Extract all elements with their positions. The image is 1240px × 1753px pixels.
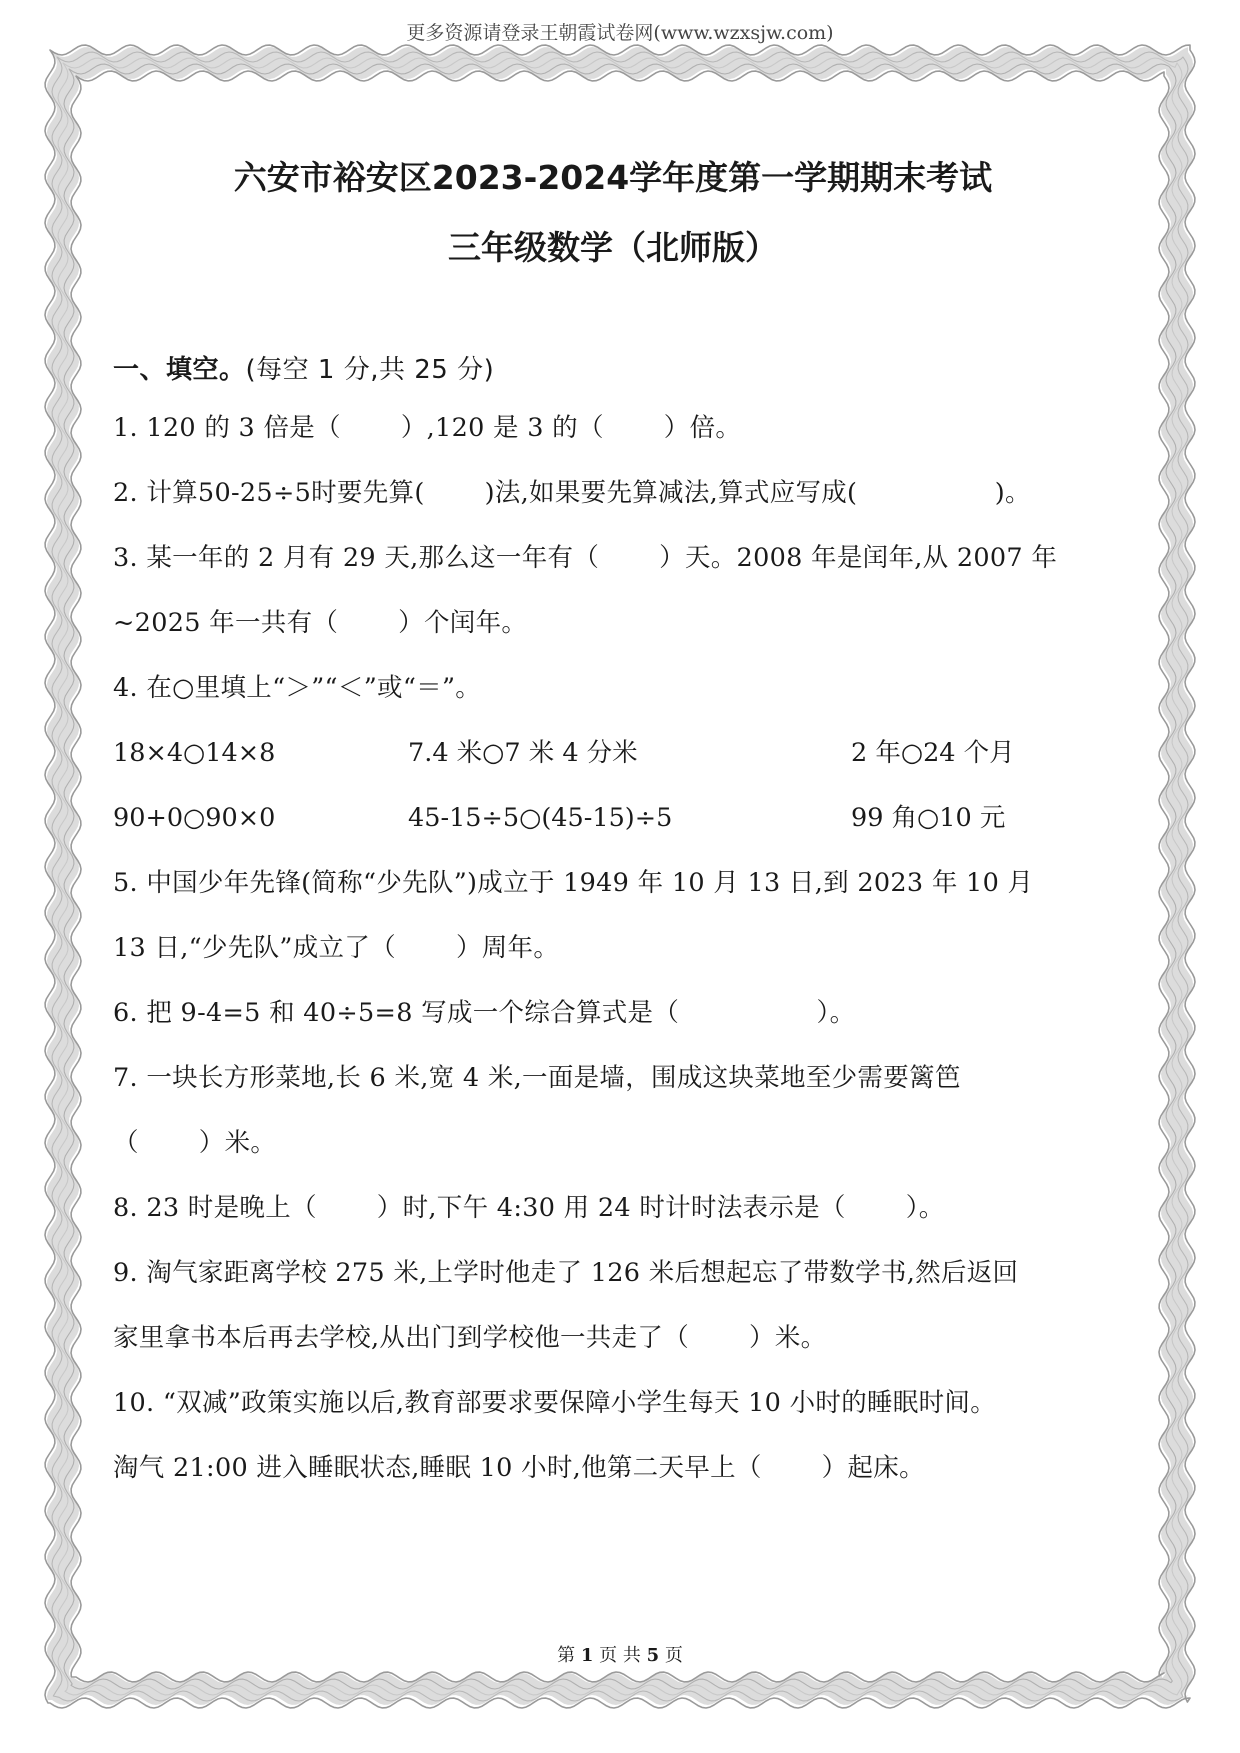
comparison-item: 99 角○10 元 [851, 803, 1006, 834]
section-score-note: (每空 1 分,共 25 分) [245, 355, 495, 386]
section-heading-fill-blank [113, 349, 1133, 386]
footer-page-number: 1 [580, 1645, 594, 1666]
footer-total-pages: 5 [646, 1645, 660, 1666]
question-line: 8. 23 时是晚上（ ）时,下午 4:30 用 24 时计时法表示是（ ）。 [113, 1193, 945, 1224]
question-line: 2. 计算50-25÷5时要先算( )法,如果要先算减法,算式应写成( )。 [113, 478, 1031, 509]
question-line: 4. 在○里填上“＞”“＜”或“＝”。 [113, 673, 482, 704]
comparison-item: 7.4 米○7 米 4 分米 [408, 738, 638, 769]
question-line: 6. 把 9-4=5 和 40÷5=8 写成一个综合算式是（ ）。 [113, 998, 856, 1029]
question-line: 家里拿书本后再去学校,从出门到学校他一共走了（ ）米。 [113, 1323, 827, 1354]
question-line: 1. 120 的 3 倍是（ ）,120 是 3 的（ ）倍。 [113, 413, 742, 444]
comparison-item: 18×4○14×8 [113, 738, 276, 769]
question-line: 淘气 21:00 进入睡眠状态,睡眠 10 小时,他第二天早上（ ）起床。 [113, 1453, 925, 1484]
question-line: 5. 中国少年先锋(简称“少先队”)成立于 1949 年 10 月 13 日,到 2023 年 10 月 [113, 868, 1034, 899]
exam-page-content [113, 150, 1133, 1501]
question-list [113, 396, 1133, 1501]
source-banner: 更多资源请登录王朝霞试卷网(www.wzxsjw.com) [406, 22, 834, 44]
question-line: （ ）米。 [113, 1128, 277, 1159]
section-title: 一、填空。 [113, 355, 246, 386]
comparison-item: 45-15÷5○(45-15)÷5 [408, 803, 673, 834]
comparison-item: 2 年○24 个月 [851, 738, 1015, 769]
footer-pre: 第 [557, 1645, 576, 1666]
question-line: 13 日,“少先队”成立了（ ）周年。 [113, 933, 560, 964]
question-line: 9. 淘气家距离学校 275 米,上学时他走了 126 米后想起忘了带数学书,然后返回 [113, 1258, 1019, 1289]
comparison-row [113, 786, 1133, 851]
exam-subtitle: 三年级数学（北师版） [448, 227, 778, 267]
question-line: ~2025 年一共有（ ）个闰年。 [113, 608, 528, 639]
exam-title: 六安市裕安区2023-2024学年度第一学期期末考试 [233, 158, 993, 197]
question-line: 3. 某一年的 2 月有 29 天,那么这一年有（ ）天。2008 年是闰年,从 2007 年 [113, 543, 1058, 574]
question-line: 10. “双减”政策实施以后,教育部要求要保障小学生每天 10 小时的睡眠时间。 [113, 1388, 996, 1419]
question-line: 7. 一块长方形菜地,长 6 米,宽 4 米,一面是墙，围成这块菜地至少需要篱笆 [113, 1063, 961, 1094]
footer-mid: 页 共 [599, 1645, 641, 1666]
comparison-item: 90+0○90×0 [113, 803, 276, 834]
page-footer [0, 1641, 1240, 1667]
footer-post: 页 [664, 1645, 683, 1666]
comparison-row [113, 721, 1133, 786]
